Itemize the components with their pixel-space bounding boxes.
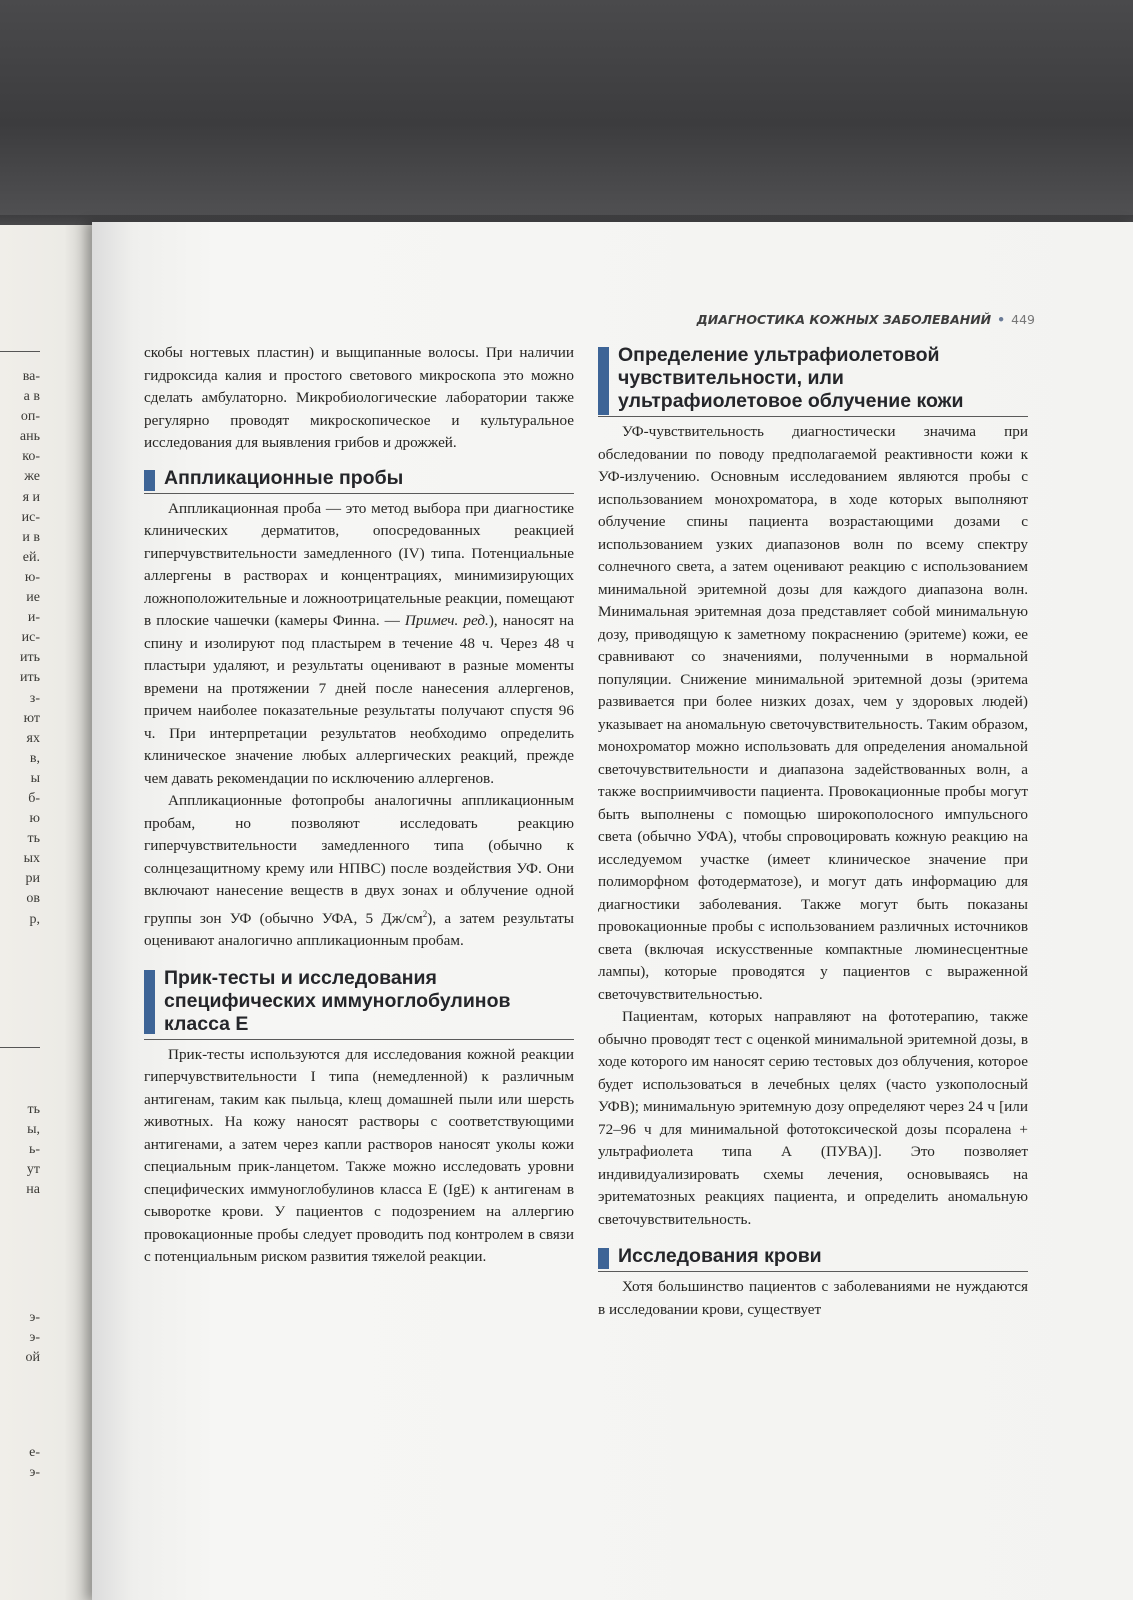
- left-page-fragment: я и: [22, 489, 40, 505]
- text-run: Аппликационные фотопробы аналогичны аппликационным пробам, но позволяют исследовать реакцию гиперчувствительности замедленного типа (обычно к солнцезащитному крему или НПВС) после воздействия УФ. Они включают нанесение веществ в двух зонах и облучение одной группы зон УФ (обычно УФА, 5 Дж/см: [144, 792, 574, 927]
- left-page-rule: [0, 351, 40, 352]
- left-page-fragment: б-: [28, 790, 40, 806]
- left-column: [144, 342, 574, 1269]
- heading-text: Определение ультрафиолетовой чувствительности, или ультрафиолетовое облучение кожи: [618, 344, 964, 412]
- heading-text: Прик-тесты и исследования специфических иммуноглобулинов класса E: [164, 966, 511, 1035]
- left-page-fragment: ть: [27, 1102, 40, 1117]
- left-page-fragment: ях: [26, 730, 40, 746]
- section-heading-patch-tests: [144, 467, 574, 490]
- left-page-fragment: ы: [30, 770, 40, 786]
- section-heading-blood-tests: [598, 1245, 1028, 1268]
- left-page-fragment: ых: [23, 851, 40, 867]
- superscript: 2: [422, 908, 428, 919]
- left-page-fragment: ют: [23, 710, 40, 726]
- left-page-fragment: оп-: [20, 409, 40, 425]
- intro-paragraph: скобы ногтевых пластин) и выщипанные волосы. При наличии гидроксида калия и простого светового микроскопа это можно сделать амбулаторно. Микробиологические лаборатории также регулярно проводят микроскопическое и культуральное исследования для выявления грибов и дрожжей.: [144, 344, 574, 451]
- left-page-fragment: ю-: [24, 569, 40, 585]
- blood-tests-paragraph: Хотя большинство пациентов с заболеваниями не нуждаются в исследовании крови, существует: [598, 1278, 1028, 1318]
- left-page-fragment: ов: [26, 891, 40, 907]
- scanner-background: [0, 0, 1133, 225]
- heading-rule: [144, 1039, 574, 1040]
- book-page: [92, 222, 1133, 1600]
- left-page-fragment: ань: [19, 429, 40, 445]
- photopatch-paragraph: [144, 790, 574, 953]
- left-page-fragment: э-: [29, 1465, 40, 1481]
- section-heading-prick-tests: [144, 967, 574, 1036]
- left-page-fragment: ть: [27, 831, 40, 847]
- page-number: 449: [1011, 312, 1035, 327]
- left-page-fragment: ут: [26, 1162, 40, 1178]
- left-page-fragment: а в: [23, 389, 40, 405]
- heading-rule: [144, 493, 574, 494]
- left-page-fragment: р,: [29, 911, 40, 927]
- heading-rule: [598, 416, 1028, 417]
- left-page-fragment: ко-: [22, 449, 40, 465]
- left-page-fragments-1: [0, 367, 40, 930]
- running-head-title: ДИАГНОСТИКА КОЖНЫХ ЗАБОЛЕВАНИЙ: [696, 312, 992, 327]
- uv-paragraph-1: УФ-чувствительность диагностически значима при обследовании по поводу предполагаемой реактивности кожи к УФ-излучению. Основным исследованием являются пробы с использованием монохроматора, в ходе которых выполняют облучение спины пациента возрастающими дозами с использованием узких диапазонов волн по всему спектру солнечного света, а затем оценивают реакцию с использованием минимальной эритемной дозы для каждого диапазона волн. Минимальная эритемная доза представляет собой минимальную дозу, приводящую к заметному покраснению (эритеме) кожи, ее сравнивают со значениями, полученными в нормальной популяции. Снижение минимальной эритемной дозы (эритема развивается при более низких дозах, чем у здоровых людей) указывает на аномальную светочувствительность. Таким образом, монохроматор можно использовать для определения аномальной светочувствительности и диапазона задействованных волн, а также восприимчивости пациента. Провокационные пробы могут быть выполнены с помощью широкополосного импульсного света (обычно УФА), чтобы спровоцировать кожную реакцию на исследуемом участке (имеет клиническое значение при полиморфном фотодерматозе), и могут дать информацию для диагностики заболевания. Также могут быть показаны провокационные пробы с использованием различных источников света (включая искусственные компактные люминесцентные лампы), которые проводятся у пациентов с выраженной светочувствительностью.: [598, 423, 1028, 1003]
- left-page-fragment: ы,: [27, 1122, 40, 1138]
- left-page-fragment: на: [26, 1182, 40, 1198]
- heading-bar: [598, 1248, 609, 1269]
- left-page-fragment: э-: [29, 1330, 40, 1346]
- left-page-fragment: ва-: [22, 369, 40, 384]
- editor-note: Примеч. ред.: [404, 612, 489, 629]
- left-page-fragment: в,: [29, 750, 40, 766]
- heading-rule: [598, 1271, 1028, 1272]
- left-page-fragment: ри: [25, 871, 40, 887]
- heading-bar: [598, 347, 609, 415]
- section-heading-uv-sensitivity: [598, 344, 1028, 413]
- left-page-fragment: ис-: [21, 630, 40, 646]
- left-page-rule: [0, 1047, 40, 1048]
- uv-paragraph-2: Пациентам, которых направляют на фототерапию, также обычно проводят тест с оценкой минимальной эритемной дозы, в ходе которого им наносят серию тестовых доз облучения, которое будет использоваться в лечебных целях (часто узкополосный УФВ); минимальную эритемную дозу определяют через 24 ч [или 72–96 ч для минимальной фототоксической дозы псоралена + ультрафиолета типа А (ПУВА)]. Это позволяет индивидуализировать схемы лечения, основываясь на эритематозных реакциях пациента, и определить аномальную светочувствительность.: [598, 1008, 1028, 1228]
- text-run: Аппликационная проба — это метод выбора при диагностике клинических дерматитов, опосредованных реакцией гиперчувствительности замедленного (IV) типа. Потенциальные аллергены в растворах и концентрациях, минимизирующих ложноположительные и ложноотрицательные реакции, помещают в плоские чашечки (камеры Финна. —: [144, 499, 574, 629]
- left-page-fragment: е-: [29, 1445, 40, 1460]
- heading-text: Исследования крови: [618, 1245, 822, 1267]
- prick-test-paragraph: Прик-тесты используются для исследования кожной реакции гиперчувствительности I типа (немедленной) к различным антигенам, таким как пыльца, клещ домашней пыли или шерсть животных. На кожу наносят растворы с соответствующими антигенами, а затем через капли растворов наносят уколы кожи специальным прик-ланцетом. Также можно исследовать уровни специфических иммуноглобулинов класса E (IgE) к антигенам в сыворотке крови. У пациентов с подозрением на аллергию провокационные пробы следует проводить под контролем в связи с потенциальным риском развития тяжелой реакции.: [144, 1045, 574, 1266]
- running-head: [697, 312, 1035, 327]
- left-page-fragment: з-: [29, 690, 40, 706]
- right-column: [598, 342, 1028, 1321]
- left-page-fragments-2: [0, 1100, 40, 1200]
- left-page-fragment: ю: [29, 811, 40, 827]
- left-page-fragment: ить: [20, 670, 40, 686]
- left-page-fragment: ис-: [21, 509, 40, 525]
- left-page-fragments-4: [0, 1443, 40, 1483]
- heading-bar: [144, 470, 155, 491]
- text-run: ), наносят на спину и изолируют под пластырем в течение 48 ч. Через 48 ч пластыри удаляют, и результаты оценивают в разные моменты времени на протяжении 7 дней после нанесения аллергенов, причем наиболее показательные результаты получают спустя 96 ч. При интерпретации результатов необходимо определить клиническое значение любых аллергических реакций, прежде чем давать рекомендации по исключению аллергенов.: [144, 612, 574, 787]
- separator-dot: •: [997, 312, 1006, 327]
- left-page-fragment: э-: [29, 1310, 40, 1325]
- left-page-fragment: ь-: [28, 1142, 40, 1158]
- left-page-fragment: же: [24, 469, 40, 485]
- left-page-fragment: ить: [20, 650, 40, 666]
- left-page-fragment: ие: [26, 590, 40, 606]
- left-page-fragments-3: [0, 1308, 40, 1368]
- text-run: ), а затем результаты оценивают аналогично аппликационным пробам.: [144, 909, 575, 950]
- left-page-edge: [0, 225, 92, 1600]
- patch-test-paragraph: [144, 498, 574, 791]
- heading-text: Аппликационные пробы: [164, 466, 404, 489]
- left-page-fragment: ой: [25, 1350, 40, 1366]
- left-page-fragment: ей.: [22, 549, 40, 565]
- heading-bar: [144, 970, 155, 1034]
- left-page-fragment: и-: [27, 610, 40, 626]
- left-page-fragment: и в: [22, 529, 40, 545]
